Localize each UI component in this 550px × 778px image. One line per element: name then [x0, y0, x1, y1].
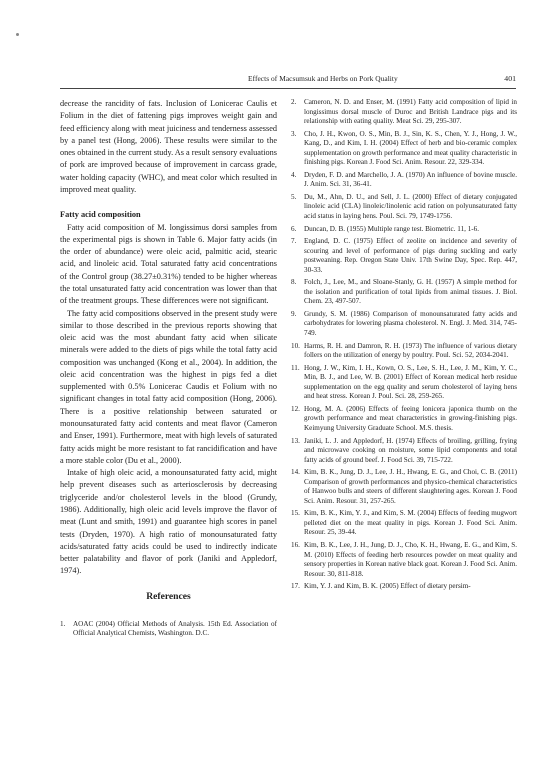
reference-number: 8.: [291, 278, 297, 287]
reference-text: Kim, B. K., Kim, Y. J., and Kim, S. M. (2004) Effects of feeding mugwort pelleted diet on the meat quality in pigs. Korean J. Food Sci. Anim. Resour. 25, 39-44.: [304, 509, 517, 537]
reference-text: Duncan, D. B. (1955) Multiple range test. Biometric. 11, 1-6.: [304, 224, 480, 233]
reference-number: 12.: [291, 404, 300, 413]
reference-item: [291, 582, 517, 592]
running-head: Effects of Macsumsuk and Herbs on Pork Quality: [248, 74, 398, 83]
reference-item: [291, 468, 517, 506]
reference-number: 16.: [291, 540, 300, 549]
reference-number: 1.: [60, 619, 66, 628]
reference-item: [291, 509, 517, 538]
reference-item: [60, 620, 277, 639]
reference-number: 5.: [291, 192, 297, 201]
reference-number: 4.: [291, 170, 297, 179]
reference-number: 3.: [291, 129, 297, 138]
reference-item: [291, 130, 517, 168]
reference-text: Kim, Y. J. and Kim, B. K. (2005) Effect of dietary persim-: [304, 582, 471, 591]
reference-number: 9.: [291, 309, 297, 318]
reference-number: 2.: [291, 98, 297, 106]
reference-item: [291, 541, 517, 579]
reference-text: Kim, B. K., Jung, D. J., Lee, J. H., Hwang, E. G., and Choi, C. B. (2011) Comparison of growth performances and physico-chemical characteristics of Hanwoo bulls and steers of different slaughtering ages. Korean J. Food Sci. Anim. Resour. 31, 257-265.: [304, 468, 517, 505]
references-heading: References: [146, 590, 191, 602]
reference-item: [291, 225, 517, 235]
reference-text: Janiki, L. J. and Appledorf, H. (1974) Effects of broiling, grilling, frying and microwave cooking on moisture, some lipid components and total fatty acids of ground beef. J. Food Sci. 39, 715-722.: [304, 436, 517, 464]
paragraph-fatty-acid-2: The fatty acid compositions observed in the present study were similar to those described in the previous reports showing that oleic acid was the most abundant fatty acid when silicate minerals were added to the diets of pigs while the total fatty acid composition was unchanged (Kong et al., 2004). In addition, the oleic acid concentration was the highest in pigs fed a diet supplemented with 0.5% Lonicerac Caudis et Folium with no significant changes in total fatty acid composition (Hong, 2006). There is a positive relationship between saturated or monounsaturated fatty acid contents and meat flavor (Cameron and Enser, 1991). Furthermore, meat with high levels of saturated fatty acids might be more resistant to fat rancidification and have a more stable color (Du et al., 2000).: [60, 308, 277, 465]
reference-number: 7.: [291, 237, 297, 246]
left-column: [60, 98, 277, 642]
reference-item: [291, 193, 517, 222]
reference-text: Kim, B. K., Lee, J. H., Jung, D. J., Cho, K. H., Hwang, E. G., and Kim, S. M. (2010) Effects of feeding herb resources powder on meat quality and sensory properties in Korean native black goat. Korean J. Food Sci. Anim. Resour. 30, 811-818.: [304, 540, 517, 578]
reference-text: Cho, J. H., Kwon, O. S., Min, B. J., Sin, K. S., Chen, Y. J., Hong, J. W., Kang, D., and Kim, I. H. (2004) Effect of herb and bio-ceramic complex supplementation on growth performance and meat quality characteristic in finishing pigs. Korean J. Food Sci. Anim. Resour. 22, 329-334.: [304, 129, 517, 167]
page-number: 401: [504, 74, 516, 83]
reference-number: 17.: [291, 582, 300, 591]
reference-text: Harms, R. H. and Damron, R. H. (1973) The influence of various dietary follers on the utilization of energy by poultry. Poul. Sci. 52, 2034-2041.: [304, 341, 517, 360]
reference-item: [291, 342, 517, 361]
subheading-fatty-acid: Fatty acid composition: [60, 210, 141, 220]
reference-text: Cameron, N. D. and Enser, M. (1991) Fatty acid composition of lipid in longissimus dorsal muscle of Duroc and British Landrace pigs and its relationship with eating quality. Meat Sci. 29, 295-307.: [304, 98, 517, 126]
reference-text: Dryden, F. D. and Marchello, J. A. (1970) An influence of bovine muscle. J. Anim. Sci. 31, 36-41.: [304, 170, 517, 189]
page-header: [60, 70, 516, 89]
reference-number: 13.: [291, 436, 300, 445]
reference-number: 10.: [291, 341, 300, 350]
reference-item: [291, 98, 517, 127]
reference-item: [291, 437, 517, 466]
paragraph-fatty-acid-1: Fatty acid composition of M. longissimus dorsi samples from the experimental pigs is shown in Table 6. Major fatty acids (in the order of abundance) were oleic acid, palmitic acid, stearic acid, and linoleic acid. Total saturated fatty acid concentrations of the Control group (38.27±0.31%) tended to be higher whereas the total unsaturated fatty acid concentration was lower than that of the treatment groups. These differences were not significant.: [60, 222, 277, 306]
right-column: [291, 98, 517, 595]
reference-item: [291, 310, 517, 339]
reference-text: Grundy, S. M. (1986) Comparison of monounsaturated fatty acids and carbohydrates for lowering plasma cholesterol. N. Engl. J. Med. 314, 745-749.: [304, 309, 517, 338]
paragraph-oleic-acid: Intake of high oleic acid, a monounsaturated fatty acid, might help prevent diseases such as arteriosclerosis by decreasing triglyceride and/or cholesterol levels in the blood (Grundy, 1986). Additionally, high oleic acid levels improve the flavor of meat (Lunt and smith, 1991) and guarantee high scores in panel tests (Dryden, 1970). A high ratio of monounsaturated fatty acids/saturated fatty acids could be used to indirectly indicate better palatability and flavor of pork (Janiki and Appledorf, 1974).: [60, 468, 277, 576]
reference-text: England, D. C. (1975) Effect of zeolite on incidence and severity of scouring and level of performance of pigs during suckling and early postweaning. Rep. Oregon State Univ. 17th Swine Day, Spec. Rep. 447, 30-33.: [304, 237, 517, 274]
reference-text: Hong, M. A. (2006) Effects of feeing lonicera japonica thumb on the growth performance and meat characteristics in growing-finishing pigs. Keimyung University Graduate School. M.S. thesis.: [304, 404, 517, 432]
reference-text: Hong, J. W., Kim, I. H., Kown, O. S., Lee, S. H., Lee, J. M., Kim, Y. C., Min, B. J., and Lee, W. B. (2001) Effect of Korean medical herb residue supplementation on the egg quality and serum cholesterol of laying hens and heat stress. Korean J. Poul. Sci. 28, 259-265.: [304, 363, 517, 401]
reference-text: AOAC (2004) Official Methods of Analysis. 15th Ed. Association of Official Analytical Chemists, Washington. D.C.: [73, 619, 277, 638]
reference-text: Du, M., Ahn, D. U., and Sell, J. L. (2000) Effect of dietary conjugated linoleic acid (CLA) linoleic/linolenic acid ration on polyunsaturated fatty acid status in laying hens. Poul. Sci. 79, 1749-1756.: [304, 192, 517, 221]
reference-text: Folch, J., Lee, M., and Sloane-Stanly, G. H. (1957) A simple method for the isolation and purification of total lipids from animal tissues. J. Biol. Chem. 23, 497-507.: [304, 278, 517, 306]
scan-dot: [16, 33, 19, 36]
reference-item: [291, 237, 517, 275]
reference-number: 11.: [291, 363, 300, 372]
reference-number: 15.: [291, 509, 300, 518]
reference-item: [291, 278, 517, 307]
paragraph-sensory: decrease the rancidity of fats. Inclusion of Lonicerac Caulis et Folium in the diet of fattening pigs improves weight gain and feed efficiency along with meat juiciness and tenderness assessed by a panel test (Hong, 2006). These results were similar to the ones obtained in the current study. As a result sensory evaluations of pork are improved because of improvement in carcass grade, water holding capacity (WHC), and meat color which resulted in improved meat quality.: [60, 99, 277, 194]
reference-item: [291, 364, 517, 402]
reference-item: [291, 405, 517, 434]
reference-item: [291, 171, 517, 190]
reference-number: 6.: [291, 224, 297, 233]
reference-number: 14.: [291, 468, 300, 477]
